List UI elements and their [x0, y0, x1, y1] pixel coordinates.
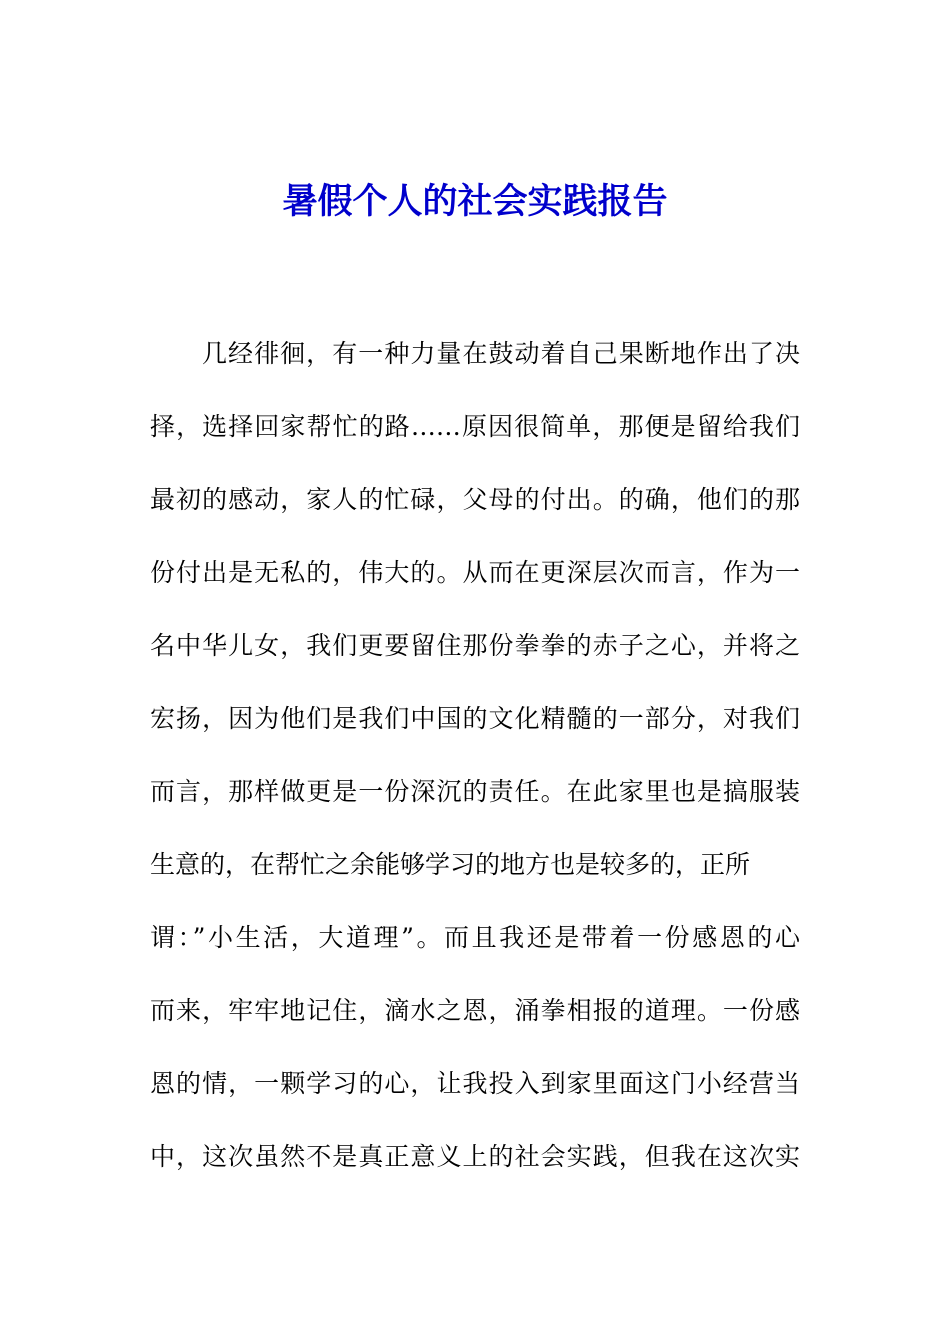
paragraph-line: 名中华儿女，我们更要留住那份拳拳的赤子之心，并将之 — [150, 631, 800, 660]
paragraph-line: 最初的感动，家人的忙碌，父母的付出。的确，他们的那 — [150, 485, 800, 514]
paragraph-line: 中，这次虽然不是真正意义上的社会实践，但我在这次实 — [150, 1142, 800, 1171]
paragraph-line: 生意的，在帮忙之余能够学习的地方也是较多的，正所 — [150, 850, 751, 879]
paragraph-line: 而来，牢牢地记住，滴水之恩，涌拳相报的道理。一份感 — [150, 996, 800, 1025]
paragraph-line: 择，选择回家帮忙的路……原因很简单，那便是留给我们 — [150, 412, 800, 441]
paragraph-line: 谓：”小生活，大道理”。而且我还是带着一份感恩的心 — [150, 923, 800, 952]
paragraph-line: 几经徘徊，有一种力量在鼓动着自己果断地作出了决 — [202, 339, 800, 368]
page-title: 暑假个人的社会实践报告 — [282, 181, 668, 222]
paragraph-line: 而言，那样做更是一份深沉的责任。在此家里也是搞服装 — [150, 777, 800, 806]
paragraph-line: 宏扬，因为他们是我们中国的文化精髓的一部分，对我们 — [150, 704, 800, 733]
paragraph-line: 恩的情，一颗学习的心，让我投入到家里面这门小经营当 — [150, 1069, 800, 1098]
paragraph-line: 份付出是无私的，伟大的。从而在更深层次而言，作为一 — [150, 558, 800, 587]
body-paragraph — [150, 330, 800, 1206]
